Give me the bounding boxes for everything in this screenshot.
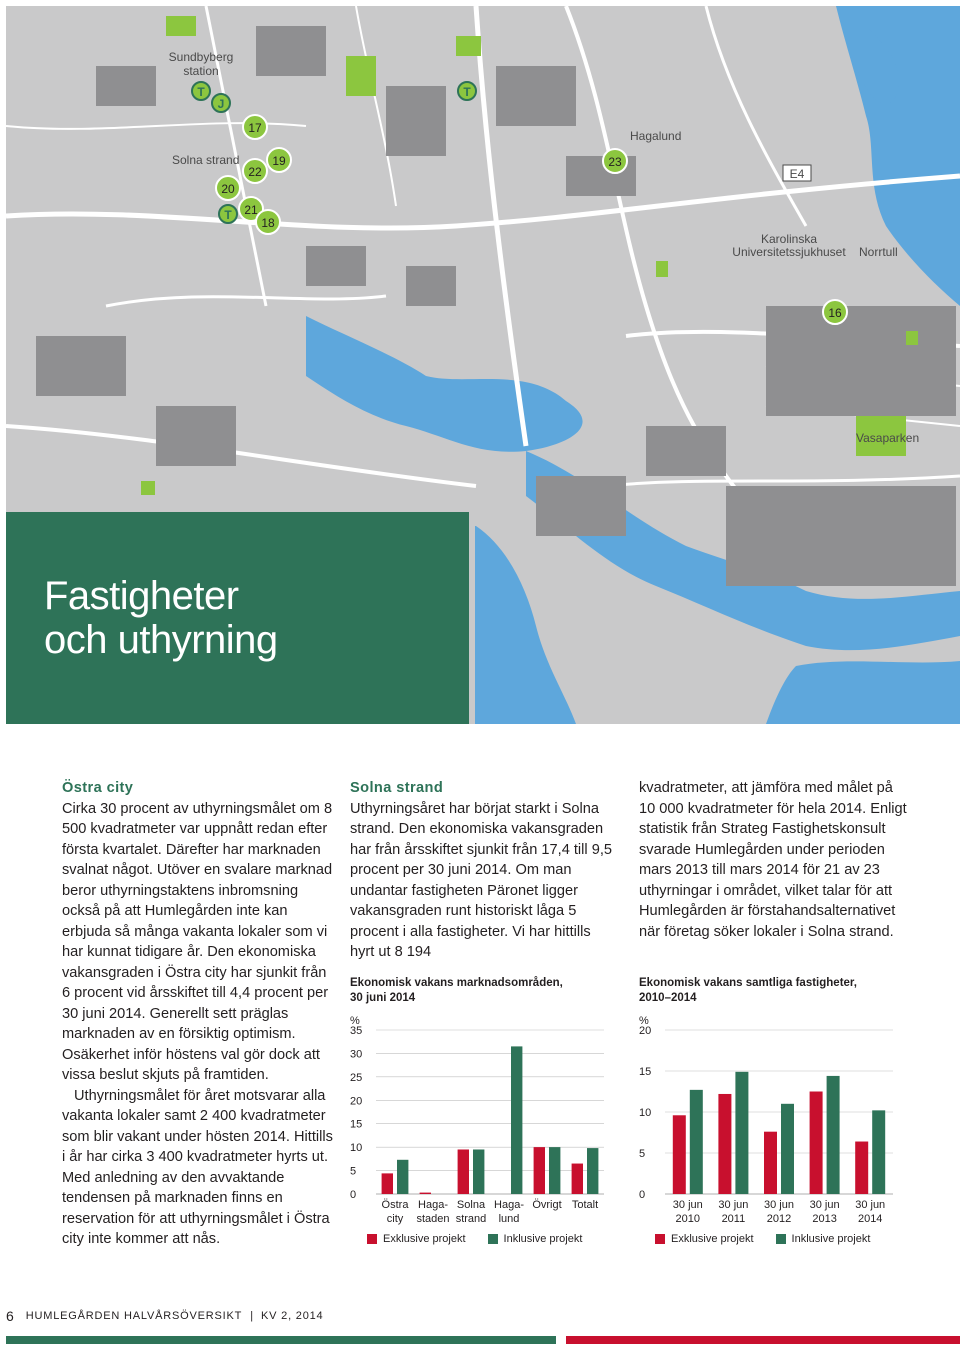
y-tick-label: 0 (639, 1189, 646, 1201)
svg-text:16: 16 (828, 306, 842, 320)
legend-item-exclusive (655, 1233, 754, 1245)
x-tick-label: 30 jun (718, 1199, 749, 1211)
column-heading-ostra-city: Östra city (62, 780, 134, 796)
svg-text:22: 22 (248, 165, 262, 179)
publication-name: HUMLEGÅRDEN HALVÅRSÖVERSIKT (25, 1310, 243, 1322)
footer-color-strip-red (566, 1336, 960, 1344)
y-tick-label: 10 (639, 1107, 652, 1119)
legend-swatch-inclusive (488, 1234, 498, 1244)
section-heading-box (6, 512, 469, 724)
chart-1-vacancy-market-areas (346, 1010, 612, 1230)
column-solna-strand (350, 778, 612, 963)
y-tick-label: 20 (350, 1095, 363, 1108)
bar-inclusive (587, 1148, 598, 1194)
section-title-line-2: och uthyrning (44, 618, 278, 662)
x-tick-label: Övrigt (532, 1199, 562, 1211)
property-marker-18 (256, 210, 280, 234)
chart-2-title (639, 976, 879, 1006)
map-label-hagalund: Hagalund (630, 129, 682, 143)
body-paragraph: Uthyrningsåret har börjat starkt i Solna strand. Den ekonomiska vakansgraden har från årsskiftet sjunkit från 17,4 till 9,5 procent per 30 juni 2014. Om man undantar fastigheten Päronet ligger vakansgraden runt historiskt låga 5 procent i alla fastigheter. Vi har hittills hyrt ut 8 194 (350, 800, 612, 960)
bar-inclusive (827, 1076, 840, 1194)
x-tick-label: strand (455, 1213, 487, 1225)
bar-exclusive (382, 1173, 393, 1194)
chart-2-vacancy-all-properties (635, 1010, 901, 1230)
transit-symbol (458, 82, 476, 100)
bar-exclusive (420, 1193, 431, 1194)
section-title (44, 574, 278, 662)
column-ostra-city (62, 778, 337, 1250)
bar-exclusive (572, 1164, 583, 1194)
body-paragraph: kvadratmeter, att jämföra med målet på 10 000 kvadratmeter för hela 2014. Enligt statistik från Strateg Fastighetskonsult svarade Humlegården under perioden mars 2013 till mars 2014 för 21 av 23 uthyrningar i området, vilket talar för att Humlegården är förstahandsalternativet när företag söker lokaler i Solna strand. (639, 780, 907, 940)
y-axis-unit: % (639, 1015, 649, 1027)
svg-text:21: 21 (244, 203, 258, 217)
y-tick-label: 20 (639, 1025, 652, 1037)
body-paragraph: Cirka 30 procent av uthyrningsmålet om 8 500 kvadratmeter var uppnått redan efter första kvartalet. Därefter har marknaden svalnat något. Utöver en svalare marknad beror uthyrningstaktens inbromsning också på att Humlegården inte kan erbjuda så många vakanta lokaler som vi har kunnat tidigare år. Den ekonomiska vakansgraden i Östra city har sjunkit från 6 procent vid årsskiftet till 4,4 procent per 30 juni 2014. Generellt sett präglas marknaden av en försiktig optimism. Osäkerhet inför höstens val gör dock att vissa beslut skjuts på framtiden. (62, 800, 333, 1083)
body-paragraph: Uthyrningsmålet för året motsvarar alla vakanta lokaler samt 2 400 kvadratmeter som blir vakant under hösten 2014. Hittills i år har cirka 3 400 kvadratmeter hyrts ut. Med anledning av den avvaktande tendensen på marknaden finns en reservation för att uthyrningsmålet i Östra city inte kommer att nås. (62, 1087, 333, 1247)
svg-text:20: 20 (221, 182, 235, 196)
bar-exclusive (673, 1115, 686, 1194)
legend-label-inclusive: Inklusive projekt (503, 1233, 583, 1245)
map-label-universitetssjukhuset: Universitetssjukhuset (732, 245, 846, 259)
bar-inclusive (397, 1160, 408, 1194)
map-label-station: station (183, 64, 219, 78)
map-label-solna-strand: Solna strand (172, 153, 240, 167)
legend-swatch-inclusive (776, 1234, 786, 1244)
legend-swatch-exclusive (655, 1234, 665, 1244)
y-tick-label: 35 (350, 1025, 363, 1037)
x-tick-label: 30 jun (672, 1199, 703, 1211)
property-marker-17 (243, 115, 267, 139)
transit-symbol (219, 205, 237, 223)
x-tick-label: 2013 (812, 1213, 837, 1225)
map-label-karolinska: Karolinska (760, 232, 818, 246)
x-tick-label: 2014 (857, 1213, 883, 1225)
bar-inclusive (735, 1072, 748, 1194)
x-tick-label: 2012 (766, 1213, 792, 1225)
legend-label-inclusive: Inklusive projekt (791, 1233, 871, 1245)
bar-inclusive (690, 1090, 703, 1194)
chart-1-title (350, 976, 590, 1006)
y-tick-label: 25 (350, 1071, 363, 1084)
publication-period: KV 2, 2014 (261, 1310, 324, 1322)
x-tick-label: Östra (381, 1199, 409, 1211)
legend-item-inclusive (488, 1233, 583, 1245)
svg-text:T: T (197, 85, 205, 99)
svg-text:19: 19 (272, 154, 286, 168)
legend-item-exclusive (367, 1233, 466, 1245)
page-footer (6, 1308, 323, 1324)
map-label-vasaparken: Vasaparken (856, 431, 920, 445)
map-label-sundbyberg: Sundbyberg (168, 50, 234, 64)
y-tick-label: 0 (350, 1189, 357, 1201)
chart-1-legend (367, 1233, 604, 1245)
bar-exclusive (534, 1147, 545, 1194)
y-tick-label: 15 (639, 1066, 652, 1078)
road-sign-e4-label: E4 (789, 167, 805, 181)
property-marker-22 (243, 159, 267, 183)
map-label-norrtull: Norrtull (859, 245, 898, 259)
svg-text:18: 18 (261, 216, 275, 230)
legend-item-inclusive (776, 1233, 871, 1245)
x-tick-label: 30 jun (809, 1199, 840, 1211)
x-tick-label: lund (498, 1213, 520, 1225)
bar-inclusive (473, 1149, 484, 1194)
y-axis-unit: % (350, 1015, 360, 1027)
x-tick-label: 30 jun (855, 1199, 886, 1211)
property-marker-23 (603, 149, 627, 173)
property-marker-19 (267, 148, 291, 172)
y-tick-label: 15 (350, 1118, 363, 1131)
legend-label-exclusive: Exklusive projekt (671, 1233, 754, 1245)
svg-text:23: 23 (608, 155, 622, 169)
y-tick-label: 5 (639, 1148, 646, 1160)
bar-exclusive (855, 1142, 868, 1194)
bar-exclusive (810, 1092, 823, 1195)
property-marker-16 (823, 300, 847, 324)
x-tick-label: staden (416, 1213, 450, 1225)
chart-title-line: Ekonomisk vakans marknadsområden, (350, 977, 563, 989)
transit-symbol (192, 82, 210, 100)
y-tick-label: 5 (350, 1165, 357, 1178)
bar-exclusive (718, 1094, 731, 1194)
svg-text:17: 17 (248, 121, 262, 135)
x-tick-label: Solna (456, 1199, 486, 1211)
property-marker-20 (216, 176, 240, 200)
legend-swatch-exclusive (367, 1234, 377, 1244)
y-tick-label: 10 (350, 1142, 363, 1155)
svg-text:T: T (463, 85, 471, 99)
footer-separator: | (250, 1310, 254, 1322)
svg-text:J: J (217, 97, 225, 111)
x-tick-label: Haga- (494, 1199, 524, 1211)
y-tick-label: 30 (350, 1048, 363, 1061)
transit-symbol (212, 94, 230, 112)
chart-title-line: 30 juni 2014 (350, 992, 416, 1004)
bar-inclusive (549, 1147, 560, 1194)
section-title-line-1: Fastigheter (44, 574, 239, 618)
x-tick-label: Haga- (418, 1199, 448, 1211)
bar-inclusive (872, 1110, 885, 1194)
chart-title-line: Ekonomisk vakans samtliga fastigheter, (639, 977, 857, 989)
column-heading-solna-strand: Solna strand (350, 780, 444, 796)
x-tick-label: city (386, 1213, 404, 1225)
bar-inclusive (511, 1046, 522, 1194)
column-continuation (639, 778, 909, 942)
chart-2-legend (655, 1233, 892, 1245)
bar-inclusive (781, 1104, 794, 1194)
x-tick-label: 2010 (675, 1213, 701, 1225)
bar-exclusive (764, 1132, 777, 1194)
footer-color-strip-green (6, 1336, 556, 1344)
svg-text:T: T (224, 208, 232, 222)
x-tick-label: Totalt (571, 1199, 599, 1211)
page-number: 6 (6, 1308, 14, 1324)
x-tick-label: 2011 (721, 1213, 746, 1225)
water-area (766, 661, 960, 724)
x-tick-label: 30 jun (764, 1199, 794, 1211)
chart-title-line: 2010–2014 (639, 992, 697, 1004)
bar-exclusive (458, 1149, 469, 1194)
legend-label-exclusive: Exklusive projekt (383, 1233, 466, 1245)
